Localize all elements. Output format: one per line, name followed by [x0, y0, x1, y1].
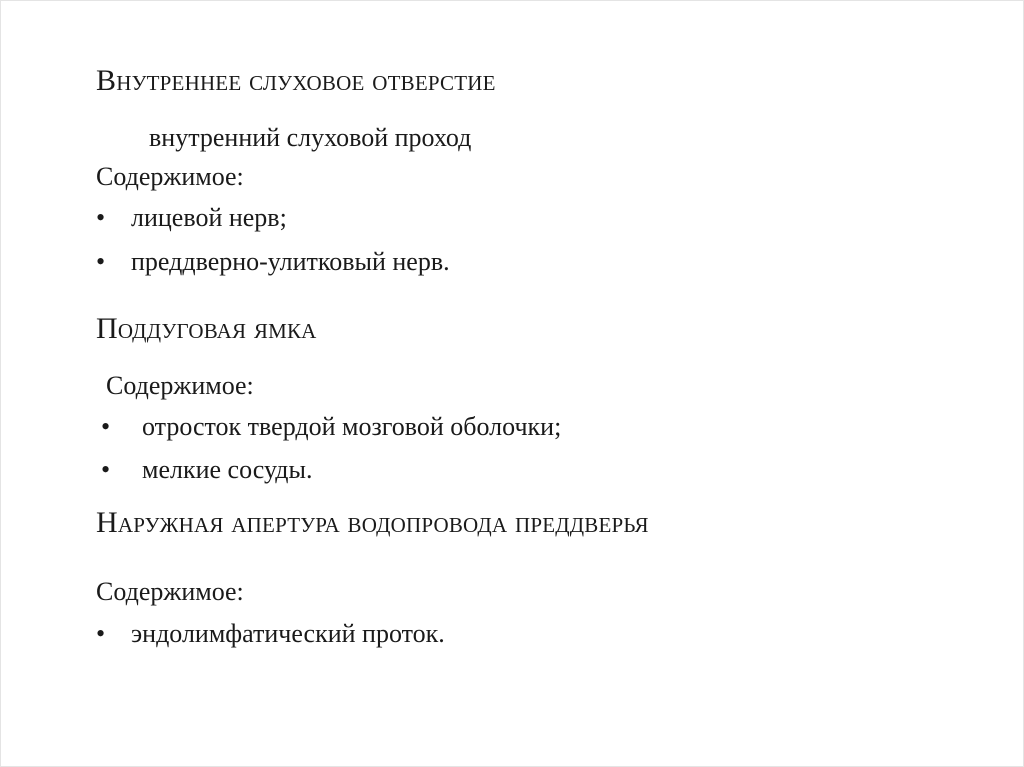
- section-2-heading: Поддуговая ямка: [96, 312, 317, 345]
- bullet-icon: •: [96, 247, 106, 276]
- list-item-text: отросток твердой мозговой оболочки;: [142, 412, 562, 441]
- section-1-content-label: Содержимое:: [96, 162, 244, 191]
- bullet-icon: •: [96, 203, 106, 232]
- section-1-subheading: внутренний слуховой проход: [149, 123, 472, 152]
- bullet-icon: •: [101, 455, 111, 484]
- section-1-heading: Внутреннее слуховое отверстие: [96, 64, 496, 97]
- bullet-icon: •: [101, 412, 111, 441]
- list-item-text: эндолимфатический проток.: [131, 619, 445, 648]
- section-3-content-label: Содержимое:: [96, 577, 244, 606]
- section-2-content-label: Содержимое:: [106, 371, 254, 400]
- section-3-heading: Наружная апертура водопровода преддверья: [96, 506, 649, 539]
- bullet-icon: •: [96, 619, 106, 648]
- list-item-text: мелкие сосуды.: [142, 455, 313, 484]
- list-item-text: преддверно-улитковый нерв.: [131, 247, 450, 276]
- list-item-text: лицевой нерв;: [131, 203, 287, 232]
